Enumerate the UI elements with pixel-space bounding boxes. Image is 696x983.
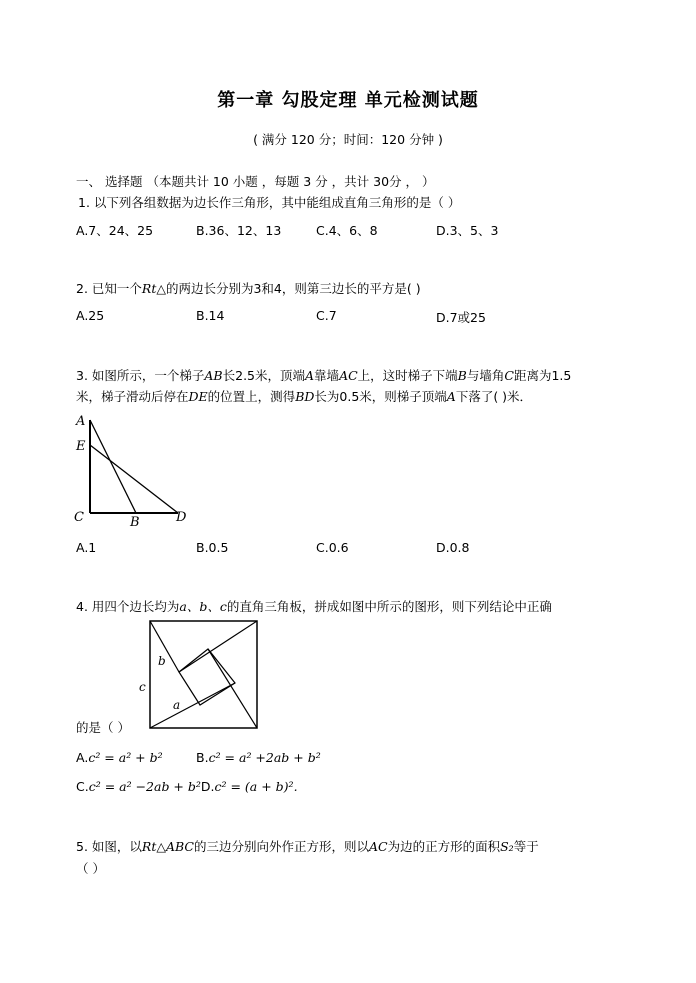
q1-option-b: B.36、12、13 (196, 223, 282, 238)
ladder-ab-line (90, 420, 136, 513)
q1-stem: 1. 以下列各组数据为边长作三角形，其中能组成直角三角形的是（ ） (78, 195, 461, 210)
outer-square (150, 621, 257, 728)
q1-option-d: D.3、5、3 (436, 223, 499, 238)
q2-option-a: A.25 (76, 308, 105, 323)
q3-option-b: B.0.5 (196, 540, 229, 555)
q4-stem-end: 的是（ ） (76, 720, 130, 735)
section-heading: 一、 选择题 （本题共计 10 小题 ，每题 3 分 ，共计 30分 ， ） (76, 174, 435, 189)
q3-stem-line2: 米，梯子滑动后停在DE的位置上，测得BD长为0.5米，则梯子顶端A下落了( )米． (76, 389, 533, 404)
q4-option-a: A.c² = a² + b² (76, 750, 163, 765)
q4-option-b: B.c² = a² +2ab + b² (196, 750, 321, 765)
label-e: E (76, 439, 86, 454)
square-figure (140, 615, 270, 735)
q2-option-d: D.7或25 (436, 310, 486, 325)
label-a: A (76, 414, 86, 429)
q5-stem: 5. 如图，以Rt△ABC的三边分别向外作正方形，则以AC为边的正方形的面积S₂等于 (76, 839, 539, 854)
page-subtitle: ( 满分 120 分；时间：120 分钟 ) (253, 132, 443, 147)
q1-option-a: A.7、24、25 (76, 223, 154, 238)
ladder-figure (70, 405, 200, 530)
triangle-line-3 (208, 649, 257, 728)
label-b: B (130, 515, 140, 530)
page-title: 第一章 勾股定理 单元检测试题 (217, 90, 479, 111)
ladder-de-line (90, 445, 178, 513)
q3-option-d: D.0.8 (436, 540, 470, 555)
label-d: D (176, 510, 187, 525)
triangle-line-4 (150, 683, 235, 728)
q4-stem: 4. 用四个边长均为a、b、c的直角三角板，拼成如图中所示的图形，则下列结论中正确 (76, 599, 552, 614)
q3-option-c: C.0.6 (316, 540, 349, 555)
q3-option-a: A.1 (76, 540, 97, 555)
q2-option-c: C.7 (316, 308, 337, 323)
label-b: b (158, 654, 166, 668)
q4-option-cd: C.c² = a² −2ab + b²D.c² = (a + b)². (76, 779, 298, 794)
q2-stem: 2. 已知一个Rt△的两边长分别为3和4，则第三边长的平方是( ) (76, 281, 421, 296)
q2-option-b: B.14 (196, 308, 225, 323)
label-a: a (173, 698, 181, 712)
q5-answer-bracket: （ ） (76, 861, 105, 876)
q3-stem-line1: 3. 如图所示，一个梯子AB长2.5米，顶端A靠墙AC上，这时梯子下端B与墙角C距离为1.5 (76, 368, 572, 383)
label-c: c (139, 680, 146, 694)
q1-option-c: C.4、6、8 (316, 223, 378, 238)
inner-square (179, 649, 235, 705)
label-c: C (74, 510, 84, 525)
